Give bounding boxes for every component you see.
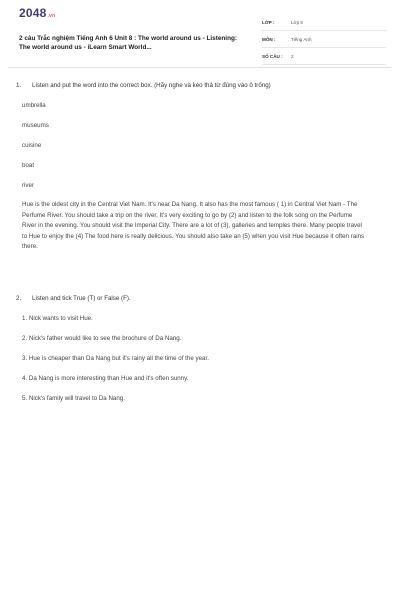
reading-passage: Hue is the oldest city in the Central Viet Nam. It's near Da Nang. It also has the most famous ( 1) in Central Viet Nam - The Perfume River. You should take a trip on the river, It's very exciting to go by (2) and listen to the folk song on the Perfume River in the evening. You should visit the Imperial City. There are a lot of (3), galleries and temples there. Many people travel to Hue to enjoy the (4) The food here is really delicious. You should also take an (5) when you visit Hue because it often rains there. xyxy=(22,201,365,250)
word-option-cuisine[interactable]: cuisine xyxy=(22,142,42,149)
statement-2[interactable]: 2. Nick's father would like to see the brochure of Da Nang. xyxy=(22,335,182,342)
question-number: 1. xyxy=(16,82,22,89)
question-instruction: Listen and tick True (T) or False (F). xyxy=(32,295,131,302)
meta-label: MÔN : xyxy=(262,36,276,42)
word-option-boat[interactable]: boat xyxy=(22,162,35,169)
question-2-header xyxy=(16,295,382,302)
statement-5[interactable]: 5. Nick's family will travel to Da Nang. xyxy=(22,395,125,402)
question-1-header xyxy=(16,82,382,89)
meta-value: Tiếng Anh xyxy=(291,36,312,42)
meta-label: LỚP : xyxy=(262,19,275,25)
document-meta xyxy=(262,14,386,65)
question-number: 2. xyxy=(16,295,22,302)
question-instruction: Listen and put the word into the correct box. (Hãy nghe và kéo thả từ đúng vào ô trống) xyxy=(32,82,271,89)
logo-tld: .vn xyxy=(47,13,56,19)
word-option-museums[interactable]: museums xyxy=(22,122,49,129)
statement-4[interactable]: 4. Da Nang is more interesting than Hue and it's often sunny. xyxy=(22,375,189,382)
document-title: 2 câu Trắc nghiệm Tiếng Anh 6 Unit 8 : The world around us - Listening: The world around us - iLearn Smart World... xyxy=(19,35,238,51)
meta-value: 2 xyxy=(291,53,294,59)
statement-3[interactable]: 3. Hue is cheaper than Da Nang but it's rainy all the time of the year. xyxy=(22,355,209,362)
meta-row-subject xyxy=(262,31,386,48)
meta-row-question-count xyxy=(262,48,386,65)
meta-label: SỐ CÂU : xyxy=(262,53,283,59)
meta-row-class xyxy=(262,14,386,31)
site-logo[interactable] xyxy=(19,6,55,20)
meta-value: Lớp 6 xyxy=(291,19,303,25)
statement-1[interactable]: 1. Nick wants to visit Hue. xyxy=(22,315,93,322)
word-option-umbrella[interactable]: umbrella xyxy=(22,102,46,109)
worksheet-header xyxy=(8,0,392,68)
logo-text: 2048 xyxy=(19,6,47,20)
word-option-river[interactable]: river xyxy=(22,182,35,189)
